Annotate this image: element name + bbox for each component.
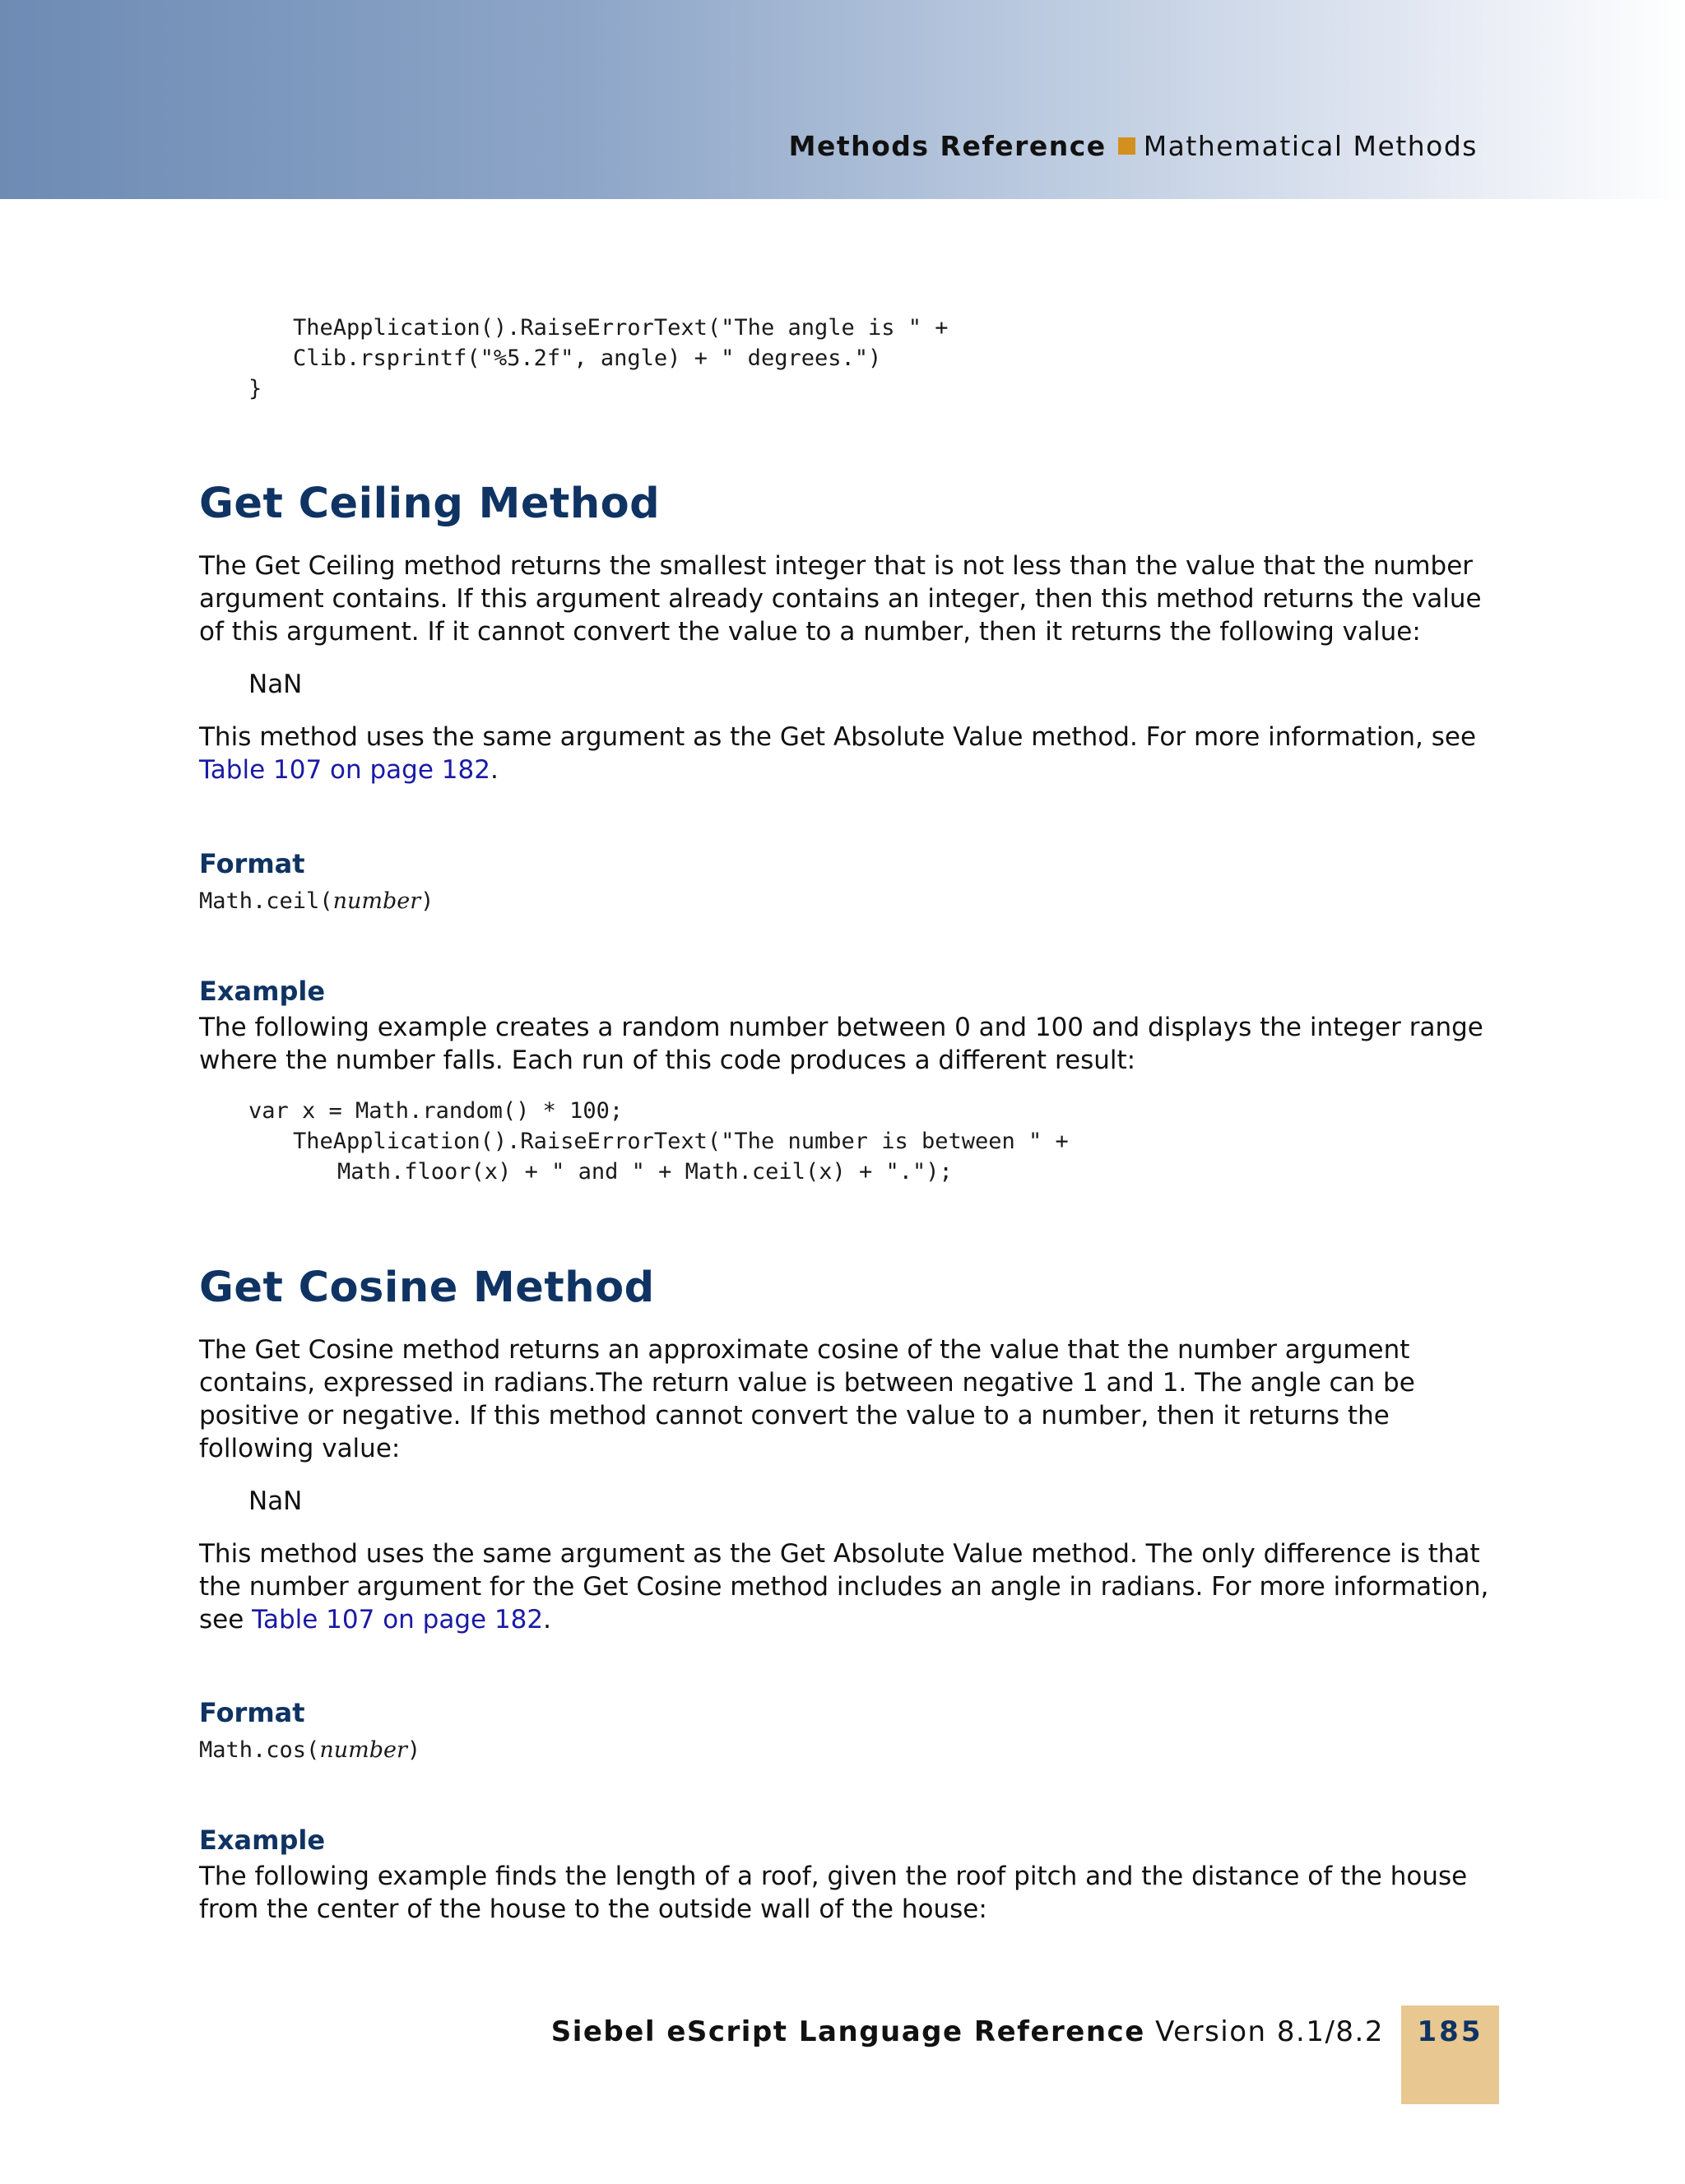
- cosine-table-link[interactable]: Table 107 on page 182: [252, 1605, 544, 1635]
- ceiling-see-end: .: [490, 755, 499, 785]
- ceiling-format-code: [199, 886, 434, 916]
- format-argument: number: [319, 1737, 407, 1763]
- cosine-see-paragraph: [199, 1537, 1491, 1636]
- cosine-see-text: This method uses the same argument as the Get Absolute Value method. The only difference is that the number argument for the Get Cosine method includes an angle in radians. For more information, see: [199, 1539, 1489, 1635]
- cosine-nan: NaN: [248, 1486, 303, 1516]
- page-number-box: [1401, 2005, 1499, 2104]
- format-function: Math.cos(: [199, 1737, 320, 1763]
- ceiling-example-heading: Example: [199, 976, 326, 1007]
- page-number: 185: [1417, 2015, 1483, 2048]
- ceiling-see-paragraph: [199, 721, 1491, 786]
- footer-book-info: [551, 2015, 1384, 2048]
- cosine-example-heading: Example: [199, 1825, 326, 1856]
- format-function: Math.ceil(: [199, 888, 333, 914]
- ceiling-intro: The Get Ceiling method returns the smallest integer that is not less than the value that the number argument contains. If this argument already contains an integer, then this method returns the value of this argument. If it cannot convert the value to a number, then it returns the following value:: [199, 551, 1482, 647]
- cosine-example-intro: The following example finds the length of a roof, given the roof pitch and the distance of the house from the center of the house to the outside wall of the house:: [199, 1862, 1468, 1924]
- format-close: ): [406, 1737, 421, 1763]
- header-band: [0, 0, 1685, 199]
- cosine-see-end: .: [543, 1605, 551, 1635]
- code-line: Clib.rsprintf("%5.2f", angle) + " degrees."): [293, 345, 882, 371]
- code-line: Math.floor(x) + " and " + Math.ceil(x) + ".");: [337, 1159, 953, 1185]
- running-header: [789, 130, 1478, 162]
- ceiling-see-text: This method uses the same argument as the Get Absolute Value method. For more information, see: [199, 722, 1477, 752]
- cosine-format-heading: Format: [199, 1697, 305, 1728]
- section-title-ceiling: Get Ceiling Method: [199, 480, 661, 528]
- format-argument: number: [332, 888, 421, 914]
- cosine-intro: The Get Cosine method returns an approximate cosine of the value that the number argument contains, expressed in radians.The return value is between negative 1 and 1. The angle can be positive or negative. If this method cannot convert the value to a number, then it returns the following value:: [199, 1335, 1415, 1463]
- code-line: TheApplication().RaiseErrorText("The number is between " +: [293, 1129, 1069, 1154]
- header-separator-square: [1118, 137, 1135, 155]
- header-section: Methods Reference: [788, 130, 1107, 162]
- ceiling-format-heading: Format: [199, 848, 305, 879]
- cosine-format-code: [199, 1735, 420, 1765]
- code-line: var x = Math.random() * 100;: [248, 1098, 624, 1124]
- code-line: }: [248, 376, 262, 401]
- ceiling-nan: NaN: [248, 670, 303, 699]
- header-subsection: Mathematical Methods: [1143, 130, 1478, 162]
- footer-book-title: Siebel eScript Language Reference: [550, 2015, 1145, 2048]
- code-line: TheApplication().RaiseErrorText("The angle is " +: [293, 315, 949, 341]
- section-title-cosine: Get Cosine Method: [199, 1264, 655, 1312]
- footer-version: Version 8.1/8.2: [1155, 2015, 1384, 2048]
- ceiling-table-link[interactable]: Table 107 on page 182: [199, 755, 490, 785]
- ceiling-example-intro: The following example creates a random number between 0 and 100 and displays the integer range where the number falls. Each run of this code produces a different result:: [199, 1013, 1483, 1075]
- format-close: ): [420, 888, 434, 914]
